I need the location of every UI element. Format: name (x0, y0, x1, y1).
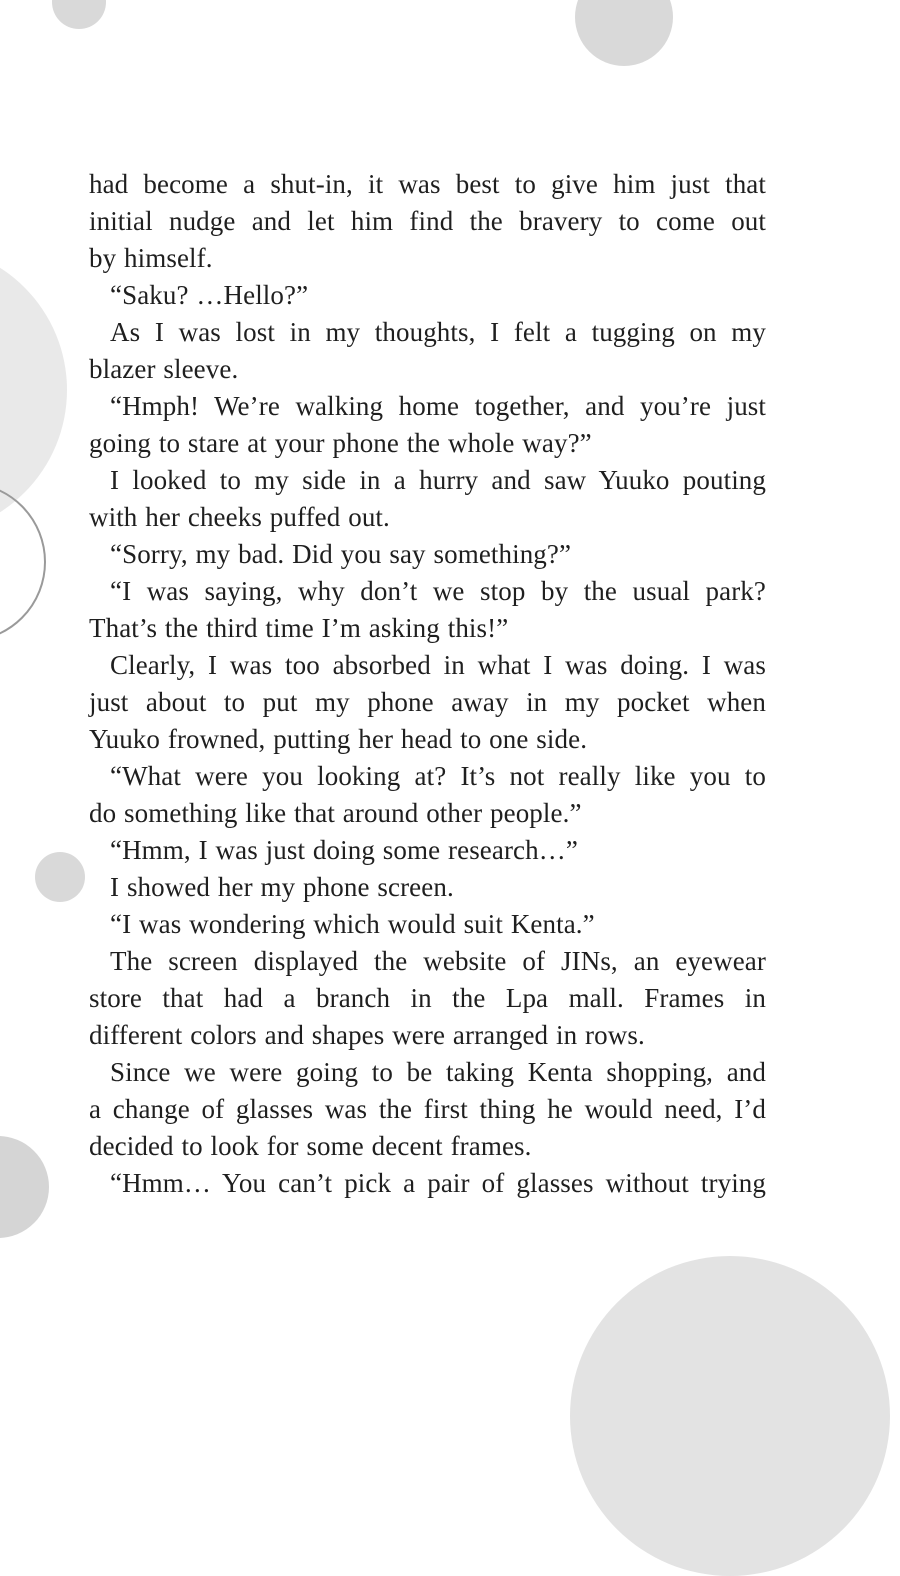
left-large-soft-circle (0, 245, 67, 535)
text-line: just about to put my phone away in my pocket when (89, 687, 766, 717)
text-line: Yuuko frowned, putting her head to one side. (89, 724, 588, 754)
paragraph (89, 573, 766, 647)
paragraph (89, 462, 766, 536)
text-line: blazer sleeve. (89, 354, 239, 384)
text-line: going to stare at your phone the whole way?” (89, 428, 592, 458)
text-line: Clearly, I was too absorbed in what I was doing. I was (110, 650, 766, 680)
text-line: different colors and shapes were arranged in rows. (89, 1020, 645, 1050)
paragraph (89, 943, 766, 1054)
text-line: do something like that around other people.” (89, 798, 582, 828)
text-line: As I was lost in my thoughts, I felt a tugging on my (110, 317, 766, 347)
text-line: Since we were going to be taking Kenta shopping, and (110, 1057, 766, 1087)
text-line: with her cheeks puffed out. (89, 502, 390, 532)
text-line: “Hmph! We’re walking home together, and you’re just (110, 391, 766, 421)
text-line: “I was saying, why don’t we stop by the usual park? (110, 576, 766, 606)
text-line: a change of glasses was the first thing he would need, I’d (89, 1094, 766, 1124)
text-line: by himself. (89, 243, 213, 273)
mid-left-circle (35, 852, 85, 902)
text-line: decided to look for some decent frames. (89, 1131, 532, 1161)
text-line: “I was wondering which would suit Kenta.” (110, 909, 595, 939)
text-line: “Hmm, I was just doing some research…” (110, 835, 578, 865)
text-line: The screen displayed the website of JINs, an eyewear (110, 946, 766, 976)
paragraph (89, 758, 766, 832)
text-line: “Hmm… You can’t pick a pair of glasses without trying (110, 1168, 766, 1198)
page-text (89, 166, 766, 1202)
top-right-circle (575, 0, 673, 66)
text-line: “Saku? …Hello?” (110, 280, 309, 310)
text-line: “What were you looking at? It’s not really like you to (110, 761, 766, 791)
paragraph (89, 536, 766, 573)
text-line: “Sorry, my bad. Did you say something?” (110, 539, 572, 569)
paragraph (89, 1054, 766, 1165)
text-line: That’s the third time I’m asking this!” (89, 613, 509, 643)
bottom-right-circle (570, 1256, 890, 1576)
paragraph (89, 314, 766, 388)
text-line: initial nudge and let him find the bravery to come out (89, 206, 766, 236)
paragraph (89, 869, 766, 906)
paragraph (89, 906, 766, 943)
paragraph (89, 1165, 766, 1202)
text-line: store that had a branch in the Lpa mall. Frames in (89, 983, 766, 1013)
top-left-circle (52, 0, 106, 29)
paragraph (89, 832, 766, 869)
text-line: I looked to my side in a hurry and saw Yuuko pouting (110, 465, 766, 495)
paragraph (89, 166, 766, 277)
paragraph (89, 277, 766, 314)
text-line: I showed her my phone screen. (110, 872, 454, 902)
left-outline-circle (0, 482, 46, 642)
bottom-left-circle (0, 1136, 49, 1238)
text-line: had become a shut-in, it was best to give him just that (89, 169, 766, 199)
paragraph (89, 647, 766, 758)
paragraph (89, 388, 766, 462)
